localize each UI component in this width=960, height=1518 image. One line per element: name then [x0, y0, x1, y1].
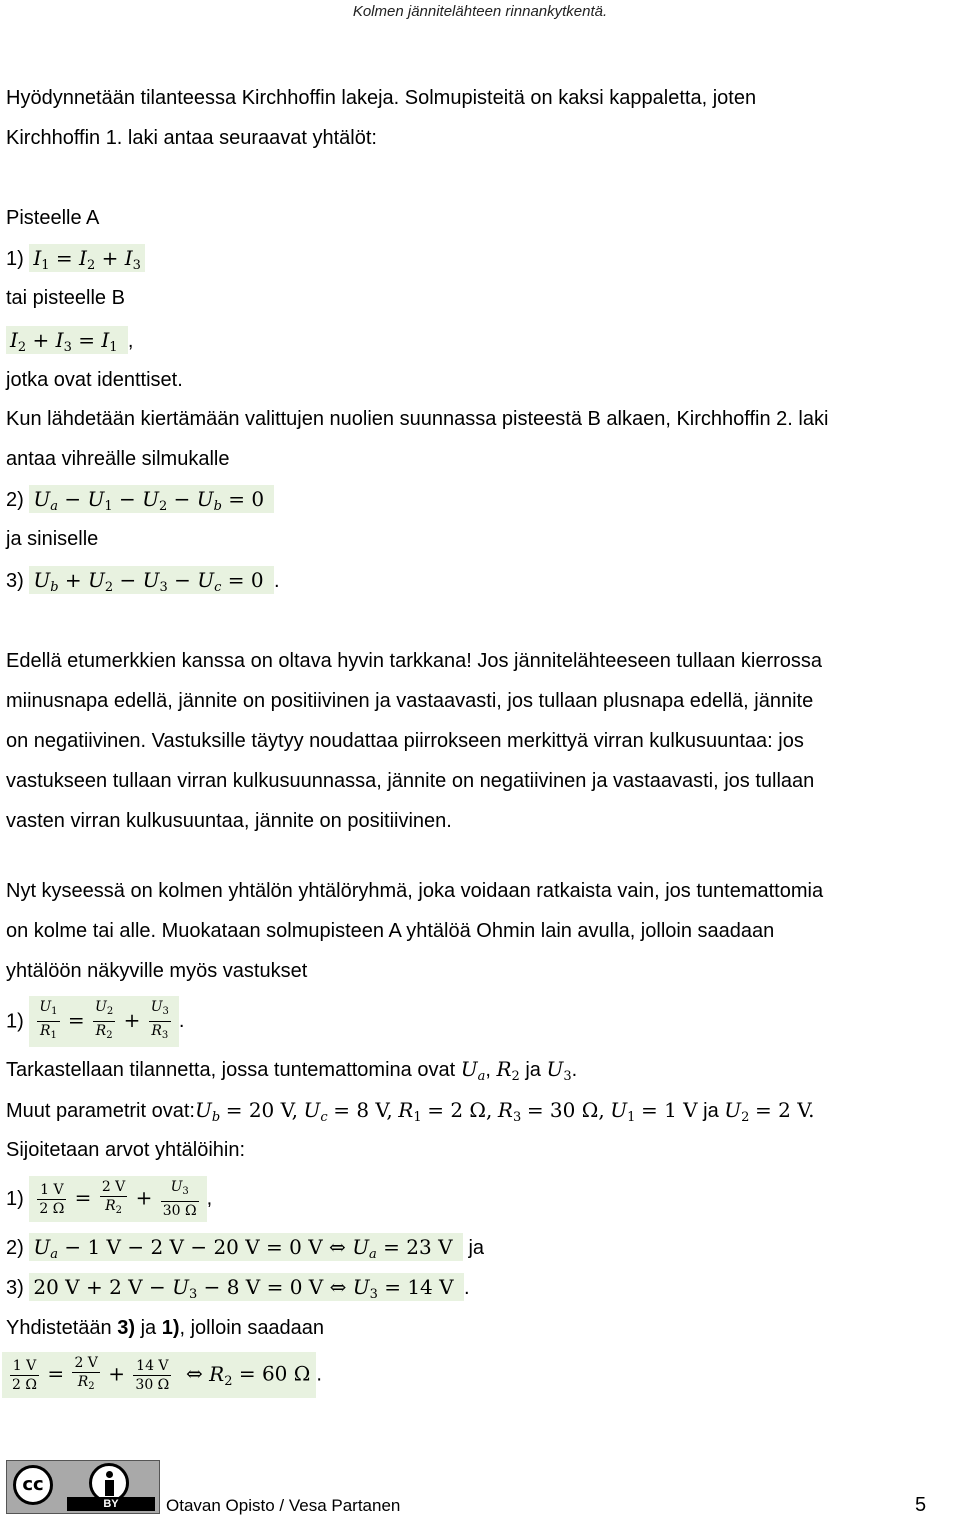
page-header: Kolmen jännitelähteen rinnankytkentä. [352, 3, 608, 20]
paragraph-line: Edellä etumerkkien kanssa on oltava hyvin tarkkana! Jos jännitelähteeseen tullaan kierrossa [6, 650, 823, 672]
equation-1b: $I_2 + I_3 = I_1$ , [6, 328, 133, 360]
equation-2: 2) $U_a - U_1 - U_2 - U_b = 0$ [6, 487, 274, 519]
cc-by-license-logo [6, 1460, 160, 1514]
blue-loop-label: ja siniselle [6, 528, 99, 550]
page-number: 5 [915, 1494, 927, 1516]
equation-3-substituted: 3) 20 V + 2 $V - U_3 - 8$ V = 0 V ⇔ $U_3 = 14$ V . [6, 1275, 470, 1302]
paragraph-line: vasten virran kulkusuuntaa, jännite on positiivinen. [6, 810, 452, 832]
combine-line: Yhdistetään 3) ja 1), jolloin saadaan [6, 1317, 325, 1339]
equation-3: 3) $U_b + U_2 - U_3 - U_c = 0$ . [6, 568, 280, 595]
final-equation: $\frac{1 V}{2 \Omega}$ = $\frac{2 V}{R_2}$ + $\frac{14 V}{30 \Omega}$ ⇔ $R_2 = 60$ Ω. [2, 1352, 322, 1398]
identical-note: jotka ovat identtiset. [6, 369, 183, 391]
paragraph-line: on kolme tai alle. Muokataan solmupisteen A yhtälöä Ohmin lain avulla, jolloin saadaan [6, 920, 775, 942]
paragraph-line: Hyödynnetään tilanteessa Kirchhoffin lakeja. Solmupisteitä on kaksi kappaletta, joten [6, 87, 757, 109]
paragraph-line: Nyt kyseessä on kolmen yhtälön yhtälöryhmä, joka voidaan ratkaista vain, jos tuntemattomia [6, 880, 824, 902]
parameters-line: Muut parametrit $ovat:U_b = 20$ V, $U_c = 8$ V, $R_1 = 2$ Ω, $R_3 = 30$ Ω, $U_1 = 1$ V ja $U_2 = 2$ V. [6, 1098, 815, 1125]
paragraph-line: antaa vihreälle silmukalle [6, 448, 230, 470]
license-label: BY [67, 1497, 155, 1511]
cc-icon: cc [13, 1465, 53, 1505]
paragraph-line: Kun lähdetään kiertämään valittujen nuolien suunnassa pisteestä B alkaen, Kirchhoffin 2. laki [6, 408, 829, 430]
equation-1: 1) $I_1 = I_2 + I_3$ [6, 246, 145, 278]
substitute-label: Sijoitetaan arvot yhtälöihin: [6, 1139, 246, 1161]
equation-2-substituted: 2) $U_a - 1$ V − 2 V − 20 V = 0 V ⇔ $U_a = 23$ V ja [6, 1235, 485, 1262]
equation-ohm: 1) $\frac{U_1}{R_1}$ = $\frac{U_2}{R_2}$ + $\frac{U_3}{R_3}$ . [6, 996, 184, 1047]
unknowns-line: Tarkastellaan tilannetta, jossa tuntemattomina ovat $U_a$, $R_2$ ja $U_3$. [6, 1057, 578, 1084]
paragraph-line: miinusnapa edellä, jännite on positiivinen ja vastaavasti, jos tullaan plusnapa edellä, jännite [6, 690, 814, 712]
paragraph-line: vastukseen tullaan virran kulkusuunnassa, jännite on negatiivinen ja vastaavasti, jos tullaan [6, 770, 815, 792]
paragraph-line: yhtälöön näkyville myös vastukset [6, 960, 308, 982]
equation-1-substituted: 1) $\frac{1 V}{2 \Omega}$ = $\frac{2 V}{R_2}$ + $\frac{U_3}{30 \Omega}$ , [6, 1176, 212, 1222]
footer-author: Otavan Opisto / Vesa Partanen [166, 1496, 401, 1515]
paragraph-line: on negatiivinen. Vastuksille täytyy noudattaa piirrokseen merkittyä virran kulkusuuntaa: jos [6, 730, 804, 752]
paragraph-line: Kirchhoffin 1. laki antaa seuraavat yhtälöt: [6, 127, 377, 149]
point-a-label: Pisteelle A [6, 207, 100, 229]
point-b-label: tai pisteelle B [6, 287, 125, 309]
